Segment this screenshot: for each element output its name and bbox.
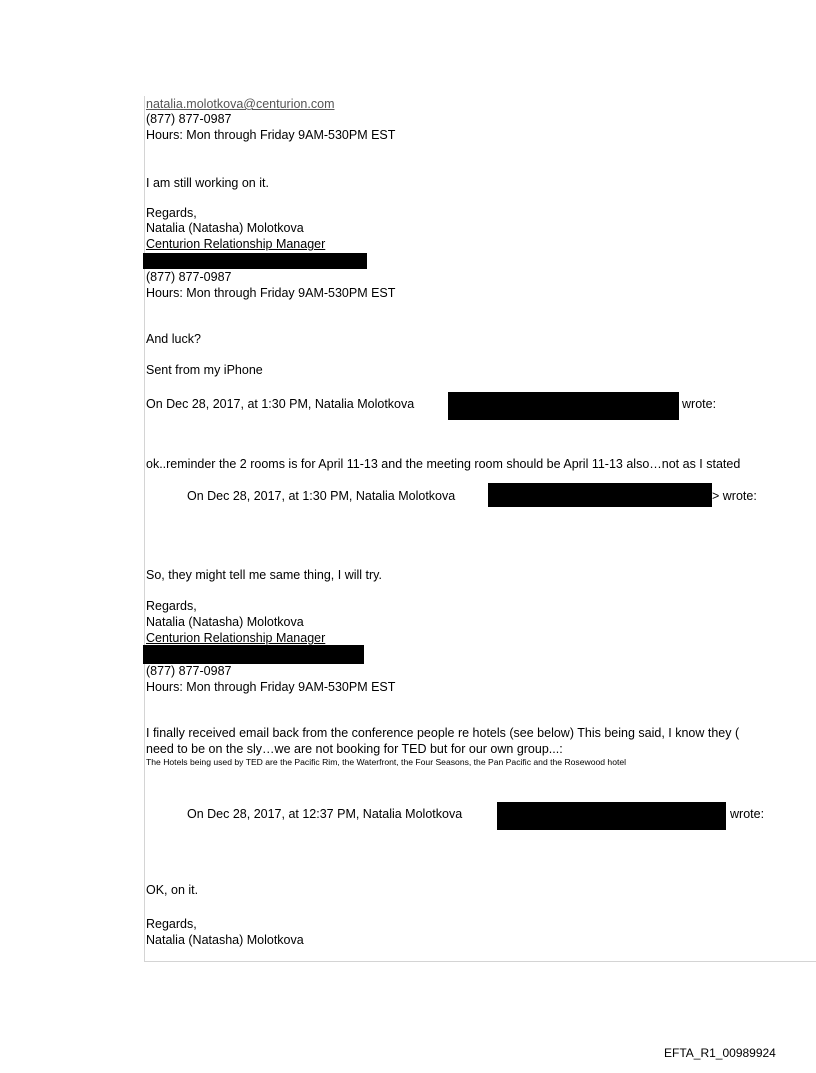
signature-name: Natalia (Natasha) Molotkova	[146, 221, 304, 235]
redaction-block	[143, 645, 364, 664]
hotel-list-line: The Hotels being used by TED are the Pacific Rim, the Waterfront, the Four Seasons, the Pan Pacific and the Rosewood hotel	[146, 757, 627, 767]
signature-hours: Hours: Mon through Friday 9AM-530PM EST	[146, 286, 396, 300]
signature-regards: Regards,	[146, 599, 197, 613]
sent-from-line: Sent from my iPhone	[146, 363, 263, 377]
message-body: OK, on it.	[146, 883, 199, 897]
redaction-block	[488, 483, 712, 507]
quote-border-bottom	[144, 961, 816, 962]
signature-regards: Regards,	[146, 206, 197, 220]
redaction-block	[448, 392, 679, 420]
signature-hours: Hours: Mon through Friday 9AM-530PM EST	[146, 128, 396, 142]
message-body-line: I finally received email back from the conference people re hotels (see below) This being said, I know they (	[146, 726, 740, 740]
quote-header: On Dec 28, 2017, at 1:30 PM, Natalia Molotkova	[146, 397, 415, 411]
quote-header-wrote: wrote:	[682, 397, 717, 411]
signature-title: Centurion Relationship Manager	[146, 237, 326, 251]
signature-phone: (877) 877-0987	[146, 270, 232, 284]
signature-hours: Hours: Mon through Friday 9AM-530PM EST	[146, 680, 396, 694]
quote-header: On Dec 28, 2017, at 12:37 PM, Natalia Molotkova	[187, 807, 463, 821]
signature-name: Natalia (Natasha) Molotkova	[146, 933, 304, 947]
signature-name: Natalia (Natasha) Molotkova	[146, 615, 304, 629]
quote-header-wrote: > wrote:	[712, 489, 757, 503]
message-body-line: need to be on the sly…we are not booking for TED but for our own group...:	[146, 742, 563, 756]
redaction-block	[497, 802, 726, 830]
signature-phone: (877) 877-0987	[146, 112, 232, 126]
bates-number: EFTA_R1_00989924	[664, 1046, 776, 1060]
message-body: So, they might tell me same thing, I will try.	[146, 568, 382, 582]
message-body: I am still working on it.	[146, 176, 269, 190]
redaction-block	[143, 253, 367, 269]
email-link[interactable]: natalia.molotkova@centurion.com	[146, 97, 335, 111]
signature-title: Centurion Relationship Manager	[146, 631, 326, 645]
signature-phone: (877) 877-0987	[146, 664, 232, 678]
quote-border-left	[144, 96, 145, 962]
message-body: And luck?	[146, 332, 201, 346]
quote-header-wrote: wrote:	[730, 807, 765, 821]
quote-header: On Dec 28, 2017, at 1:30 PM, Natalia Molotkova	[187, 489, 456, 503]
signature-regards: Regards,	[146, 917, 197, 931]
message-body: ok..reminder the 2 rooms is for April 11-13 and the meeting room should be April 11-13 also…not as I stated	[146, 457, 741, 471]
